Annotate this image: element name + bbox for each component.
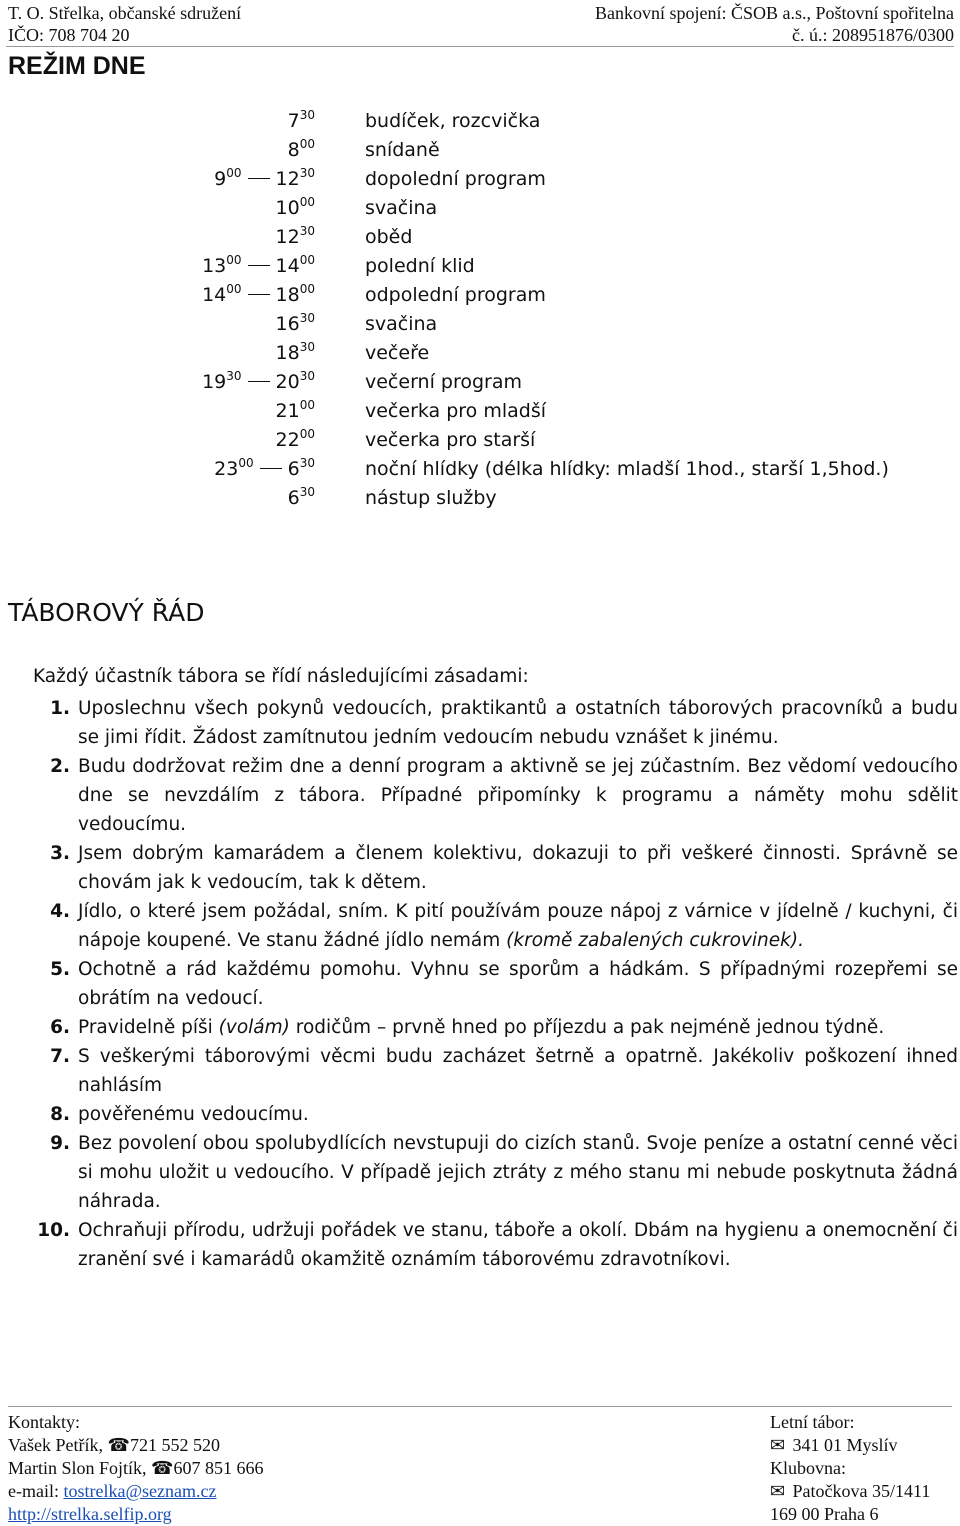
rule-number: 2.: [50, 756, 70, 777]
rule-text: [78, 1129, 958, 1216]
schedule-activity: večerní program: [365, 371, 523, 393]
end-minutes: 30: [299, 369, 315, 383]
rule-item: [0, 839, 960, 897]
phone-icon: ☎: [151, 1458, 174, 1478]
rule-text: [78, 694, 958, 752]
schedule-row: [0, 400, 960, 429]
time-range-dash: [248, 178, 270, 179]
schedule-row: [0, 139, 960, 168]
schedule-time: [202, 284, 315, 306]
rule-item: [0, 897, 960, 955]
start-minutes: 00: [299, 427, 315, 441]
schedule-row: [0, 313, 960, 342]
schedule-activity: odpolední program: [365, 284, 546, 306]
email-line: [8, 1480, 264, 1503]
rule-text: [78, 955, 958, 1013]
rule-item: [0, 1042, 960, 1100]
start-hour: 9: [214, 168, 227, 190]
email-label: e-mail:: [8, 1481, 64, 1501]
end-hour: 12: [275, 168, 300, 190]
schedule-activity: nástup služby: [365, 487, 497, 509]
org-name: T. O. Střelka, občanské sdružení: [8, 3, 242, 23]
schedule-row: [0, 284, 960, 313]
camp-address-text: 341 01 Myslív: [788, 1435, 898, 1455]
email-link[interactable]: tostrelka@seznam.cz: [63, 1481, 217, 1501]
start-minutes: 00: [226, 253, 242, 267]
schedule-time: [214, 168, 315, 190]
rule-item: [0, 1216, 960, 1274]
rule-item: [0, 752, 960, 839]
schedule-activity: budíček, rozcvička: [365, 110, 541, 132]
rule-text-part: Jídlo, o které jsem požádal, sním. K pití používám pouze nápoj z várnice v jídelně / kuchyni, či nápoje koupené. Ve stanu žádné jídlo nemám: [78, 901, 958, 951]
clubhouse-address: [770, 1480, 930, 1503]
envelope-icon: ✉: [770, 1481, 786, 1501]
rule-item: [0, 694, 960, 752]
time-range-dash: [248, 381, 270, 382]
rezim-title: REŽIM DNE: [8, 52, 146, 80]
rule-number: 6.: [50, 1017, 70, 1038]
ico-number: IČO: 708 704 20: [8, 25, 130, 45]
footer-addresses: [770, 1411, 930, 1526]
camp-address: [770, 1434, 930, 1457]
envelope-icon: ✉: [770, 1435, 786, 1455]
rule-number: 1.: [50, 698, 70, 719]
schedule-activity: večerka pro starší: [365, 429, 536, 451]
contacts-label: Kontakty:: [8, 1412, 80, 1432]
schedule-time: [276, 400, 315, 422]
letterhead: [6, 0, 954, 47]
schedule-activity: oběd: [365, 226, 413, 248]
end-hour: 20: [275, 371, 300, 393]
rule-text: [78, 1042, 958, 1100]
contact-1-name: Vašek Petřík,: [8, 1435, 108, 1455]
start-hour: 23: [214, 458, 239, 480]
start-minutes: 00: [238, 456, 254, 470]
rule-item: [0, 1013, 960, 1042]
contact-2-phone[interactable]: 607 851 666: [169, 1458, 264, 1478]
rule-number: 3.: [50, 843, 70, 864]
rule-number: 5.: [50, 959, 70, 980]
phone-icon: ☎: [107, 1435, 130, 1455]
start-hour: 16: [275, 313, 300, 335]
account-number: č. ú.: 208951876/0300: [792, 25, 954, 45]
schedule-activity: snídaně: [365, 139, 440, 161]
rules-list: [0, 694, 960, 1274]
web-link[interactable]: http://strelka.selfip.org: [8, 1504, 172, 1524]
schedule-time: [276, 429, 315, 451]
start-hour: 8: [287, 139, 300, 161]
end-minutes: 30: [299, 166, 315, 180]
schedule-time: [288, 139, 315, 161]
schedule-activity: noční hlídky (délka hlídky: mladší 1hod., starší 1,5hod.): [365, 458, 889, 480]
schedule-row: [0, 458, 960, 487]
start-hour: 22: [275, 429, 300, 451]
schedule-time: [288, 487, 315, 509]
start-minutes: 30: [299, 224, 315, 238]
time-range-dash: [248, 294, 270, 295]
end-hour: 18: [275, 284, 300, 306]
time-range-dash: [248, 265, 270, 266]
rad-title: TÁBOROVÝ ŘÁD: [8, 598, 205, 627]
contact-1: [8, 1434, 264, 1457]
rule-item: [0, 1100, 960, 1129]
start-hour: 7: [287, 110, 300, 132]
start-minutes: 30: [299, 311, 315, 325]
schedule-time: [288, 110, 315, 132]
start-minutes: 00: [299, 195, 315, 209]
rule-text-italic: (volám): [218, 1017, 290, 1038]
rule-text: [78, 839, 958, 897]
camp-label: Letní tábor:: [770, 1412, 855, 1432]
schedule-row: [0, 371, 960, 400]
rule-text-part: pověřenému vedoucímu.: [78, 1104, 309, 1125]
rule-text-part: Uposlechnu všech pokynů vedoucích, praktikantů a ostatních táborových pracovníků a budu se jimi řídit. Žádost zamítnutou jedním vedoucím nebudu vznášet k jinému.: [78, 698, 958, 748]
bank-info: Bankovní spojení: ČSOB a.s., Poštovní spořitelna: [594, 3, 954, 23]
schedule-row: [0, 226, 960, 255]
start-minutes: 30: [226, 369, 242, 383]
footer: [8, 1406, 952, 1524]
start-minutes: 30: [299, 340, 315, 354]
start-hour: 13: [202, 255, 227, 277]
start-hour: 19: [202, 371, 227, 393]
rule-item: [0, 955, 960, 1013]
contact-2: [8, 1457, 264, 1480]
end-minutes: 30: [299, 456, 315, 470]
start-hour: 21: [275, 400, 300, 422]
schedule-row: [0, 110, 960, 139]
schedule-activity: svačina: [365, 313, 438, 335]
end-minutes: 00: [299, 282, 315, 296]
end-minutes: 00: [299, 253, 315, 267]
start-hour: 12: [275, 226, 300, 248]
schedule-time: [202, 371, 315, 393]
schedule-activity: polední klid: [365, 255, 475, 277]
rule-text: [78, 1013, 958, 1042]
rule-text-part: Ochotně a rád každému pomohu. Vyhnu se sporům a hádkám. S případnými rozepřemi se obrátím na vedoucí.: [78, 959, 958, 1009]
clubhouse-label: Klubovna:: [770, 1458, 846, 1478]
start-minutes: 30: [299, 485, 315, 499]
rule-text: [78, 752, 958, 839]
schedule-time: [214, 458, 315, 480]
end-hour: 6: [287, 458, 300, 480]
start-hour: 10: [275, 197, 300, 219]
rule-number: 9.: [50, 1133, 70, 1154]
rule-text-part: Ochraňuji přírodu, udržuji pořádek ve stanu, táboře a okolí. Dbám na hygienu a onemocnění či zranění své i kamarádů okamžitě oznámím táborovému zdravotníkovi.: [78, 1220, 958, 1270]
rule-number: 8.: [50, 1104, 70, 1125]
rule-text: [78, 897, 958, 955]
schedule-activity: večeře: [365, 342, 430, 364]
rule-item: [0, 1129, 960, 1216]
schedule-row: [0, 168, 960, 197]
end-hour: 14: [275, 255, 300, 277]
start-minutes: 00: [226, 282, 242, 296]
start-minutes: 00: [299, 137, 315, 151]
schedule-time: [276, 197, 315, 219]
schedule-time: [202, 255, 315, 277]
rule-number: 4.: [50, 901, 70, 922]
schedule-row: [0, 342, 960, 371]
rule-text-part: Bez povolení obou spolubydlících nevstupuji do cizích stanů. Svoje peníze a ostatní cenné věci si mohu uložit u vedoucího. V případě jejich ztráty z mého stanu mi nebude poskytnuta žádná náhrada.: [78, 1133, 958, 1212]
rule-text-italic: (kromě zabalených cukrovinek).: [506, 930, 804, 951]
schedule-activity: dopolední program: [365, 168, 546, 190]
rule-text-part: S veškerými táborovými věcmi budu zacházet šetrně a opatrně. Jakékoliv poškození ihned nahlásím: [78, 1046, 958, 1096]
start-hour: 14: [202, 284, 227, 306]
rule-text-part: rodičům – prvně hned po příjezdu a pak nejméně jednou týdně.: [289, 1017, 885, 1038]
schedule-activity: svačina: [365, 197, 438, 219]
footer-contacts: [8, 1411, 264, 1526]
schedule-row: [0, 429, 960, 458]
rules-intro: Každý účastník tábora se řídí následujícími zásadami:: [33, 666, 529, 687]
start-minutes: 00: [299, 398, 315, 412]
rule-text-part: Budu dodržovat režim dne a denní program a aktivně se jej zúčastním. Bez vědomí vedoucího dne se nevzdálím z tábora. Případné připomínky k programu a náměty mohu sdělit vedoucímu.: [78, 756, 958, 835]
clubhouse-street: Patočkova 35/1411: [788, 1481, 931, 1501]
rule-text-part: Pravidelně píši: [78, 1017, 219, 1038]
start-minutes: 00: [226, 166, 242, 180]
schedule-time: [276, 342, 315, 364]
start-hour: 18: [275, 342, 300, 364]
schedule-row: [0, 197, 960, 226]
schedule-activity: večerka pro mladší: [365, 400, 547, 422]
schedule-row: [0, 255, 960, 284]
schedule-time: [276, 313, 315, 335]
time-range-dash: [260, 468, 282, 469]
rule-text: [78, 1216, 958, 1274]
rule-number: 10.: [37, 1220, 70, 1241]
contact-1-phone[interactable]: 721 552 520: [125, 1435, 220, 1455]
start-hour: 6: [287, 487, 300, 509]
rule-number: 7.: [50, 1046, 70, 1067]
clubhouse-city: 169 00 Praha 6: [770, 1504, 879, 1524]
rule-text: [78, 1100, 958, 1129]
start-minutes: 30: [299, 108, 315, 122]
rule-text-part: Jsem dobrým kamarádem a členem kolektivu, dokazuji to při veškeré činnosti. Správně se chovám jak k vedoucím, tak k dětem.: [78, 843, 958, 893]
contact-2-name: Martin Slon Fojtík,: [8, 1458, 152, 1478]
schedule-row: [0, 487, 960, 516]
schedule-time: [276, 226, 315, 248]
